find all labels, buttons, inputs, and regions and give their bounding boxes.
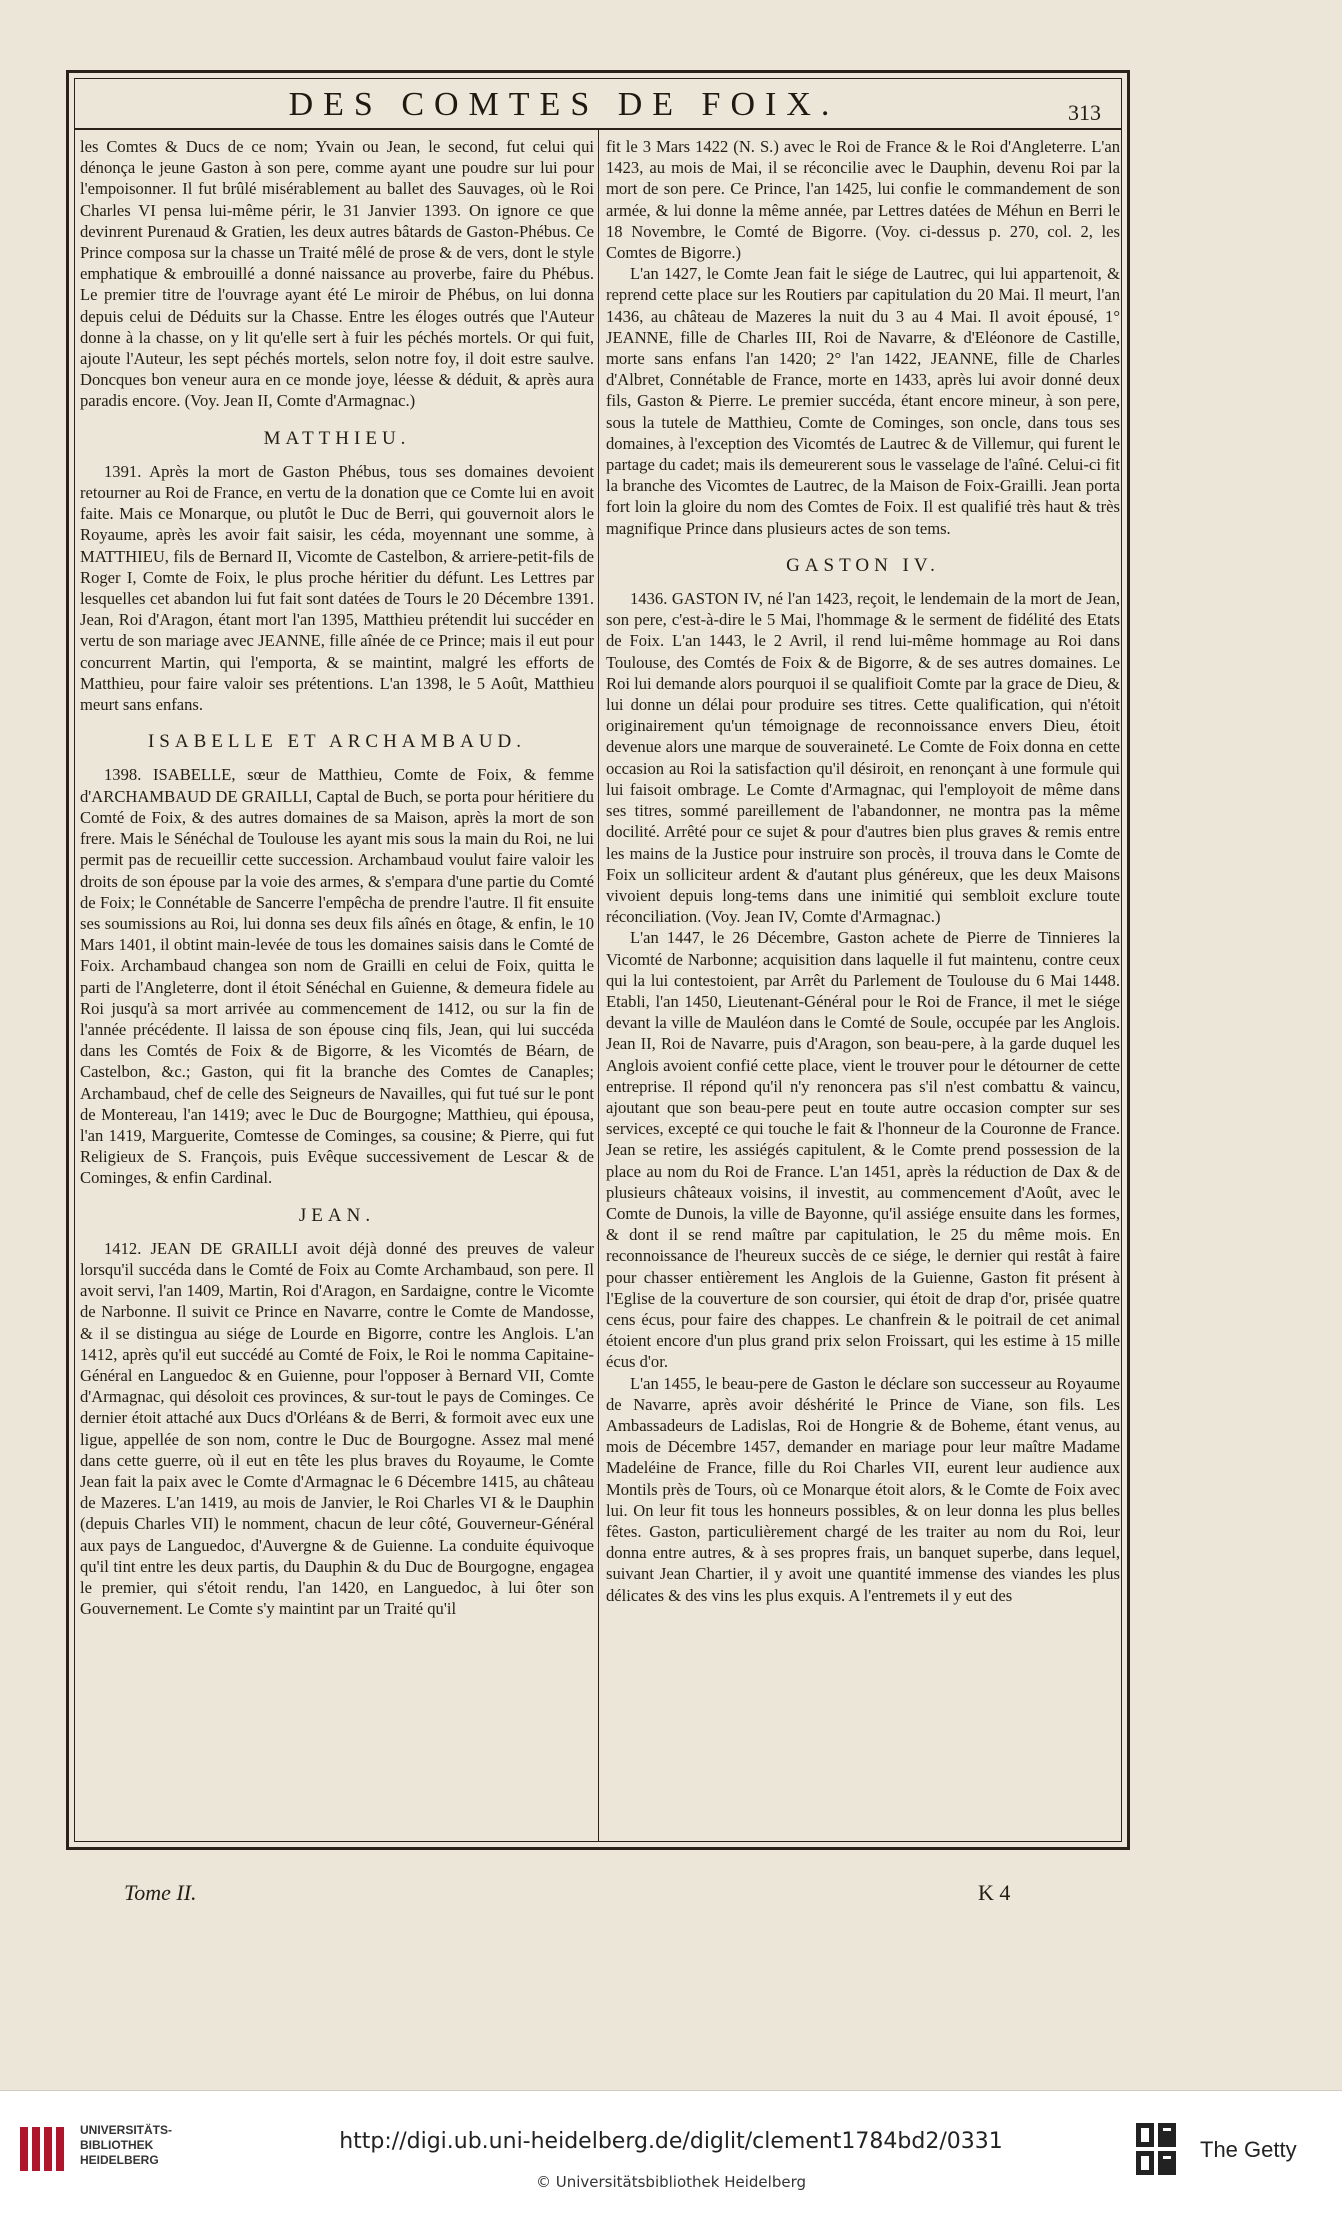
paragraph-matthieu: 1391. Après la mort de Gaston Phébus, tous ses domaines devoient retourner au Roi de France, en vertu de la donation que ce Comte lui en avoit faite. Mais ce Monarque, ou plutôt le Duc de Berri, qui gouvernoit alors le Royaume, après les avoir fait saisir, les céda, moyennant une somme, à MATTHIEU, fils de Bernard II, Vicomte de Castelbon, & arriere-petit-fils de Roger I, Comte de Foix, le plus proche héritier du défunt. Les Lettres par lesquelles cet abandon lui fut fait sont datées de Tours le 20 Décembre 1391. Jean, Roi d'Aragon, étant mort l'an 1395, Matthieu prétendit lui succéder en vertu de son mariage avec JEANNE, fille aînée de ce Prince; mais il eut pour concurrent Martin, qui l'emporta, & se maintint, malgré les efforts de Matthieu, pour faire valoir ses prétentions. L'an 1398, le 5 Août, Matthieu meurt sans enfans. xyxy=(80,461,594,715)
getty-logo-icon[interactable] xyxy=(1134,2121,1180,2177)
heading-isabelle-archambaud: ISABELLE ET ARCHAMBAUD. xyxy=(147,731,527,753)
heading-jean: JEAN. xyxy=(298,1204,376,1226)
column-divider xyxy=(598,130,599,1842)
heading-gaston-iv: GASTON IV. xyxy=(786,554,940,576)
right-column xyxy=(606,136,1120,1836)
partner-name: The Getty xyxy=(1200,2137,1297,2162)
heading-matthieu: MATTHIEU. xyxy=(263,427,411,449)
copyright-notice: © Universitätsbibliothek Heidelberg xyxy=(535,2173,806,2191)
paragraph-gaston-1: 1436. GASTON IV, né l'an 1423, reçoit, le lendemain de la mort de Jean, son pere, c'est-à-dire le 5 Mai, l'hommage & le serment de fidélité des Etats de Foix. L'an 1443, le 2 Avril, il rend lui-même hommage au Roi dans Toulouse, des Comtés de Foix & de Bigorre, & de ses autres domaines. Le Roi lui demande alors pourquoi il se qualifioit Comte par la grace de Dieu, & lui donne un délai pour produire ses titres. Cette qualification, qui n'étoit originairement qu'un témoignage de reconnoissance envers Dieu, étoit devenue alors une marque de souveraineté. Le Comte de Foix donna en cette occasion au Roi la satisfaction qu'il désiroit, en renonçant à une formule qui lui faisoit ombrage. Le Comte d'Armagnac, qui l'employoit de même dans ses titres, sommé pareillement de l'abandonner, ne montra pas la même docilité. Arrêté pour ce sujet & pour d'autres bien plus graves & remis entre les mains de la Justice pour instruire son procès, il trouva dans le Comte de Foix un solliciteur ardent & d'autant plus généreux, que les deux Maisons vivoient depuis long-tems dans une inimitié qui sembloit exclure toute réconciliation. (Voy. Jean IV, Comte d'Armagnac.) xyxy=(606,589,1120,927)
paragraph-intro-right: fit le 3 Mars 1422 (N. S.) avec le Roi de France & le Roi d'Angleterre. L'an 1423, au mois de Mai, il se réconcilie avec le Dauphin, devenu Roi par la mort de son pere. Ce Prince, l'an 1425, lui confie le commandement de son armée, & lui donne la même année, par Lettres datées de Méhun en Berri le 18 Novembre, le Comté de Bigorre. (Voy. ci-dessus p. 270, col. 2, les Comtes de Bigorre.) xyxy=(606,137,1120,263)
paragraph-jean-continued: L'an 1427, le Comte Jean fait le siége de Lautrec, qui lui appartenoit, & reprend cette place sur les Routiers par capitulation du 20 Mai. Il meurt, l'an 1436, au château de Mazeres la nuit du 3 au 4 Mai. Il avoit épousé, 1° JEANNE, fille de Charles III, Roi de Navarre, & d'Eléonore de Castille, morte sans enfans l'an 1420; 2° l'an 1422, JEANNE, fille de Charles d'Albret, Connétable de France, morte en 1433, après lui avoir donné deux fils, Gaston & Pierre. Le premier succéda, étant encore mineur, à son pere, sous la tutele de Matthieu, Comte de Cominges, son oncle, dans tous ses domaines, à l'exception des Vicomtés de Lautrec & de Villemur, qui furent le partage du cadet; mais ils demeurerent sous le vasselage de l'aîné. Celui-ci fit la branche des Vicomtes de Lautrec, de la Maison de Foix-Grailli. Jean porta fort loin la gloire du nom des Comtes de Foix. Il est qualifié très haut & très magnifique Prince dans plusieurs actes de son tems. xyxy=(606,264,1120,538)
library-name-line: UNIVERSITÄTS- xyxy=(80,2123,173,2137)
paragraph-gaston-2: L'an 1447, le 26 Décembre, Gaston achete de Pierre de Tinnieres la Vicomté de Narbonne; acquisition dans laquelle il fut maintenu, contre ceux qui la lui contestoient, par Arrêt du Parlement de Toulouse du 6 Mai 1448. Etabli, l'an 1450, Lieutenant-Général pour le Roi de France, il met le siége devant la ville de Mauléon dans le Comté de Soule, occupée par les Anglois. Jean II, Roi de Navarre, puis d'Aragon, son beau-pere, à la garde duquel les Anglois avoient confié cette place, vient le trouver pour le détourner de cette entreprise. Il répond qu'il n'y renoncera pas s'il n'est combattu & vaincu, ajoutant que son beau-pere peut en toute autre occasion compter sur ses services, excepté ce qui touche le fait & l'honneur de la Couronne de France. Jean se retire, les assiégés capitulent, & le Comte prend possession de la place au nom du Roi de France. L'an 1451, après la réduction de Dax & de plusieurs châteaux voisins, il investit, au commencement d'Août, avec le Comte de Dunois, la ville de Bayonne, qu'il assiége ensuite dans les formes, & dont il se rend maître par capitulation, le 25 du même mois. En reconnoissance de l'heureux succès de ce siége, le dernier qui restât à faire pour chasser entièrement les Anglois de la Guienne, Gaston fit présent à l'Eglise de la couverture de son coursier, qui étoit de drap d'or, prisée quatre cens écus, pour faire des chappes. Le chanfrein & le poitrail de cet animal étoient encore d'un plus grand prix selon Froissart, qui les estime à 15 mille écus d'or. xyxy=(606,928,1120,1372)
paragraph-gaston-3: L'an 1455, le beau-pere de Gaston le déclare son successeur au Royaume de Navarre, après avoir déshérité le Prince de Viane, son fils. Les Ambassadeurs de Ladislas, Roi de Hongrie & de Boheme, étant venus, au mois de Décembre 1457, demander en mariage pour leur maître Madame Madeléine de France, fille du Roi Charles VII, eurent leur audience aux Montils près de Tours, où ce Monarque étoit alors, & le Comte de Foix avec lui. On leur fit tous les honneurs possibles, & on leur donna les plus belles fêtes. Gaston, particulièrement chargé de les traiter au nom du Roi, leur donna entre autres, & à ses propres frais, un banquet superbe, dans lequel, suivant Jean Chartier, il y avoit une quantité immense des viandes les plus délicates & des vins les plus exquis. A l'entremets il y eut des xyxy=(606,1373,1120,1605)
viewer-footer-bar xyxy=(0,2090,1342,2214)
paragraph-intro-left: les Comtes & Ducs de ce nom; Yvain ou Jean, le second, fut celui qui dénonça le jeune Gaston à son pere, comme ayant une poudre sur lui pour l'empoisonner. Il fut brûlé misérablement au ballet des Sauvages, où le Roi Charles VI pensa lui-même périr, le 31 Janvier 1393. On ignore ce que devinrent Purenaud & Gratien, les deux autres bâtards de Gaston-Phébus. Ce Prince composa sur la chasse un Traité mêlé de prose & de vers, dont le style emphatique & embrouillé a donné naissance au proverbe, faire du Phébus. Le premier titre de l'ouvrage ayant été Le miroir de Phébus, on lui donna depuis celui de Déduits sur la Chasse. Entre les éloges outrés que l'Auteur donne à la chasse, on y lit qu'elle sert à fuir les péchés mortels. Or qui fuit, ajoute l'Auteur, les sept péchés mortels, selon notre foy, il doit estre saulve. Doncques bon veneur aura en ce monde joye, léesse & déduit, & après aura paradis encore. (Voy. Jean II, Comte d'Armagnac.) xyxy=(80,137,594,411)
paragraph-jean: 1412. JEAN DE GRAILLI avoit déjà donné des preuves de valeur lorsqu'il succéda dans le Comté de Foix au Comte Archambaud, son pere. Il avoit servi, l'an 1409, Martin, Roi d'Aragon, en Sardaigne, contre le Vicomte de Narbonne. Il suivit ce Prince en Navarre, contre le Comte de Mandosse, & il se distingua au siége de Lourde en Bigorre, contre les Anglois. L'an 1412, après qu'il eut succédé au Comté de Foix, le Roi le nomma Capitaine-Général en Languedoc & en Guienne, pour l'opposer à Bernard VII, Comte d'Armagnac, qui désoloit ces provinces, & sur-tout le pays de Cominges. Ce dernier étoit attaché aux Ducs d'Orléans & de Berri, & formoit avec eux une ligue, appellée de son nom, contre le Duc de Bourgogne. Assez mal mené dans cette guerre, où il eut en tête les plus braves du Royaume, le Comte Jean fait la paix avec le Comte d'Armagnac le 6 Décembre 1415, au château de Mazeres. L'an 1419, au mois de Janvier, le Roi Charles VI & le Dauphin (depuis Charles VII) le nomment, chacun de leur côté, Gouverneur-Général aux pays de Languedoc, d'Auvergne & de Guienne. La conduite équivoque qu'il tint entre les deux partis, du Dauphin & du Duc de Bourgogne, engagea le premier, qui s'étoit rendu, l'an 1420, en Languedoc, à lui ôter son Gouvernement. Le Comte s'y maintint par un Traité qu'il xyxy=(80,1238,594,1619)
library-name-line: HEIDELBERG xyxy=(80,2153,159,2167)
running-title: DES COMTES DE FOIX. xyxy=(288,86,840,123)
paragraph-isabelle: 1398. ISABELLE, sœur de Matthieu, Comte de Foix, & femme d'ARCHAMBAUD DE GRAILLI, Captal de Buch, se porta pour héritiere du Comté de Foix, & des autres domaines de sa Maison, après la mort de son frere. Mais le Sénéchal de Toulouse les ayant mis sous la main du Roi, ne lui permit pas de recueillir cette succession. Archambaud voulut faire valoir les droits de son épouse par la voie des armes, & s'empara d'une partie du Comté de Foix; le Connétable de Sancerre l'empêcha de prendre l'autre. Il fit ensuite ses soumissions au Roi, lui donna ses deux fils aînés en ôtage, & enfin, le 10 Mars 1401, il obtint main-levée de tous les domaines saisis dans le Comté de Foix. Archambaud changea son nom de Grailli en celui de Foix, quitta le parti de l'Angleterre, dont il étoit Sénéchal en Guienne, & demeura fidele au Roi jusqu'à sa mort arrivée au commencement de 1412, ou sur la fin de l'année précédente. Il laissa de son épouse cinq fils, Jean, qui lui succéda dans les Comtés de Foix & de Bigorre, & les Vicomtés de Béarn, de Castelbon, &c.; Gaston, qui fit la branche des Comtes de Canaples; Archambaud, chef de celle des Seigneurs de Navailles, qui fut tué sur le pont de Montereau, l'an 1419; avec le Duc de Bourgogne; Matthieu, qui épousa, l'an 1419, Marguerite, Comtesse de Cominges, sa cousine; & Pierre, qui fut Religieux de S. François, puis Evêque successivement de Lescar & de Cominges, & enfin Cardinal. xyxy=(80,765,594,1188)
library-name-line: BIBLIOTHEK xyxy=(80,2138,154,2152)
left-column xyxy=(80,136,594,1836)
volume-label: Tome II. xyxy=(124,1880,197,1905)
permalink-url[interactable]: http://digi.ub.uni-heidelberg.de/diglit/clement1784bd2/0331 xyxy=(339,2129,1003,2154)
signature-mark: K 4 xyxy=(978,1880,1011,1905)
page-number: 313 xyxy=(1068,100,1101,125)
